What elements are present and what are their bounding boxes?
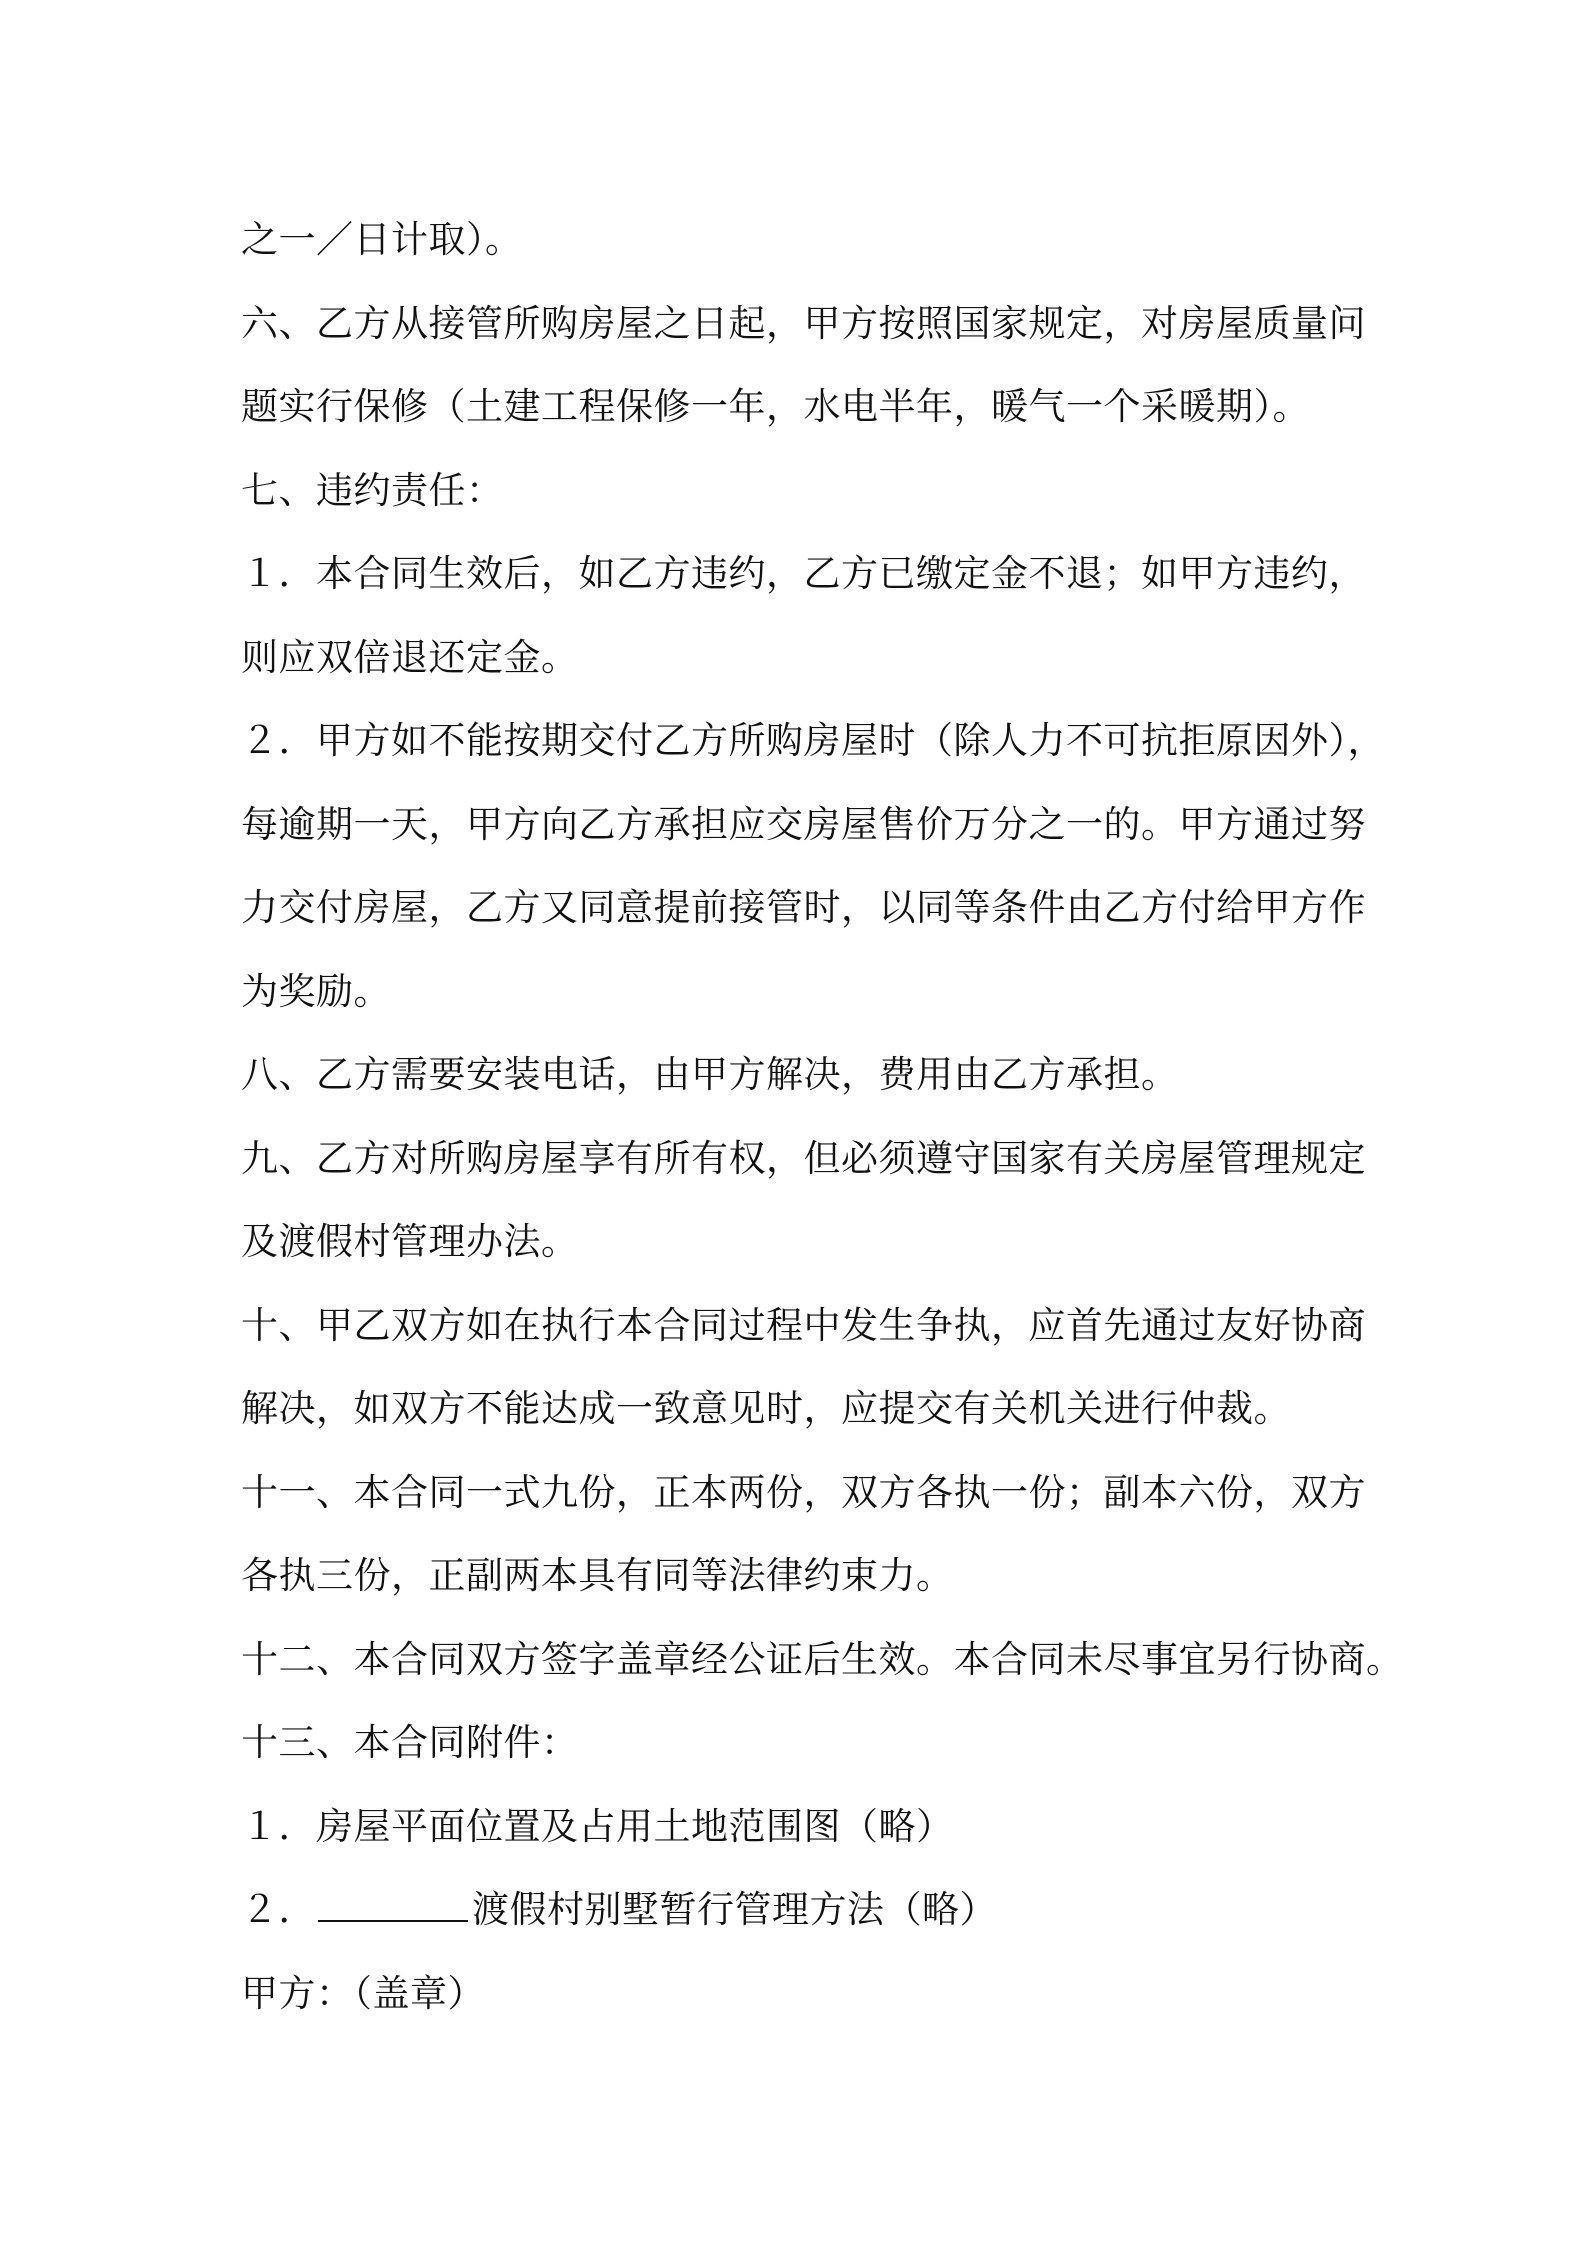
text-line: 之一／日计取）。: [241, 218, 523, 261]
clause-8-line: 八、乙方需要安装电话，由甲方解决，费用由乙方承担。: [241, 1053, 1179, 1096]
clause-10-line-1: 十、甲乙双方如在执行本合同过程中发生争执，应首先通过友好协商: [241, 1303, 1366, 1347]
fill-in-blank: [318, 1890, 468, 1922]
clause-11-line-1: 十一、本合同一式九份，正本两份，双方各执一份；副本六份，双方: [241, 1470, 1366, 1514]
clause-6-line-2: 题实行保修（土建工程保修一年，水电半年，暖气一个采暖期）。: [241, 385, 1310, 428]
contract-body: [241, 198, 1404, 2035]
attachment-1-line: １．房屋平面位置及占用土地范围图（略）: [241, 1804, 954, 1848]
attachment-2-title: 渡假村别墅暂行管理方法（略）: [472, 1888, 997, 1931]
clause-10-line-2: 解决，如双方不能达成一致意见时，应提交有关机关进行仲裁。: [241, 1387, 1291, 1430]
party-a-signature-line: 甲方：（盖章）: [241, 1971, 485, 2015]
clause-11-line-2: 各执三份，正副两本具有同等法律约束力。: [241, 1554, 954, 1597]
clause-9-line-2: 及渡假村管理办法。: [241, 1220, 579, 1263]
clause-12-line: 十二、本合同双方签字盖章经公证后生效。本合同未尽事宜另行协商。: [241, 1637, 1404, 1681]
clause-13-heading: 十三、本合同附件：: [241, 1721, 579, 1764]
clause-7-2-line-4: 为奖励。: [241, 969, 391, 1013]
attachment-2-line: [241, 1868, 1371, 1952]
clause-7-1-line-1: １．本合同生效后，如乙方违约，乙方已缴定金不退；如甲方违约，: [241, 552, 1366, 595]
clause-6-line-1: 六、乙方从接管所购房屋之日起，甲方按照国家规定，对房屋质量问: [241, 301, 1366, 345]
clause-7-2-line-3: 力交付房屋，乙方又同意提前接管时，以同等条件由乙方付给甲方作: [241, 886, 1366, 929]
clause-7-1-line-2: 则应双倍退还定金。: [241, 635, 579, 679]
clause-9-line-1: 九、乙方对所购房屋享有所有权，但必须遵守国家有关房屋管理规定: [241, 1136, 1366, 1180]
clause-7-2-line-1: ２．甲方如不能按期交付乙方所购房屋时（除人力不可抗拒原因外），: [241, 719, 1385, 762]
clause-7-heading: 七、违约责任：: [241, 468, 504, 512]
clause-7-2-line-2: 每逾期一天，甲方向乙方承担应交房屋售价万分之一的。甲方通过努: [241, 802, 1366, 846]
attachment-2-number: ２．: [241, 1888, 316, 1931]
